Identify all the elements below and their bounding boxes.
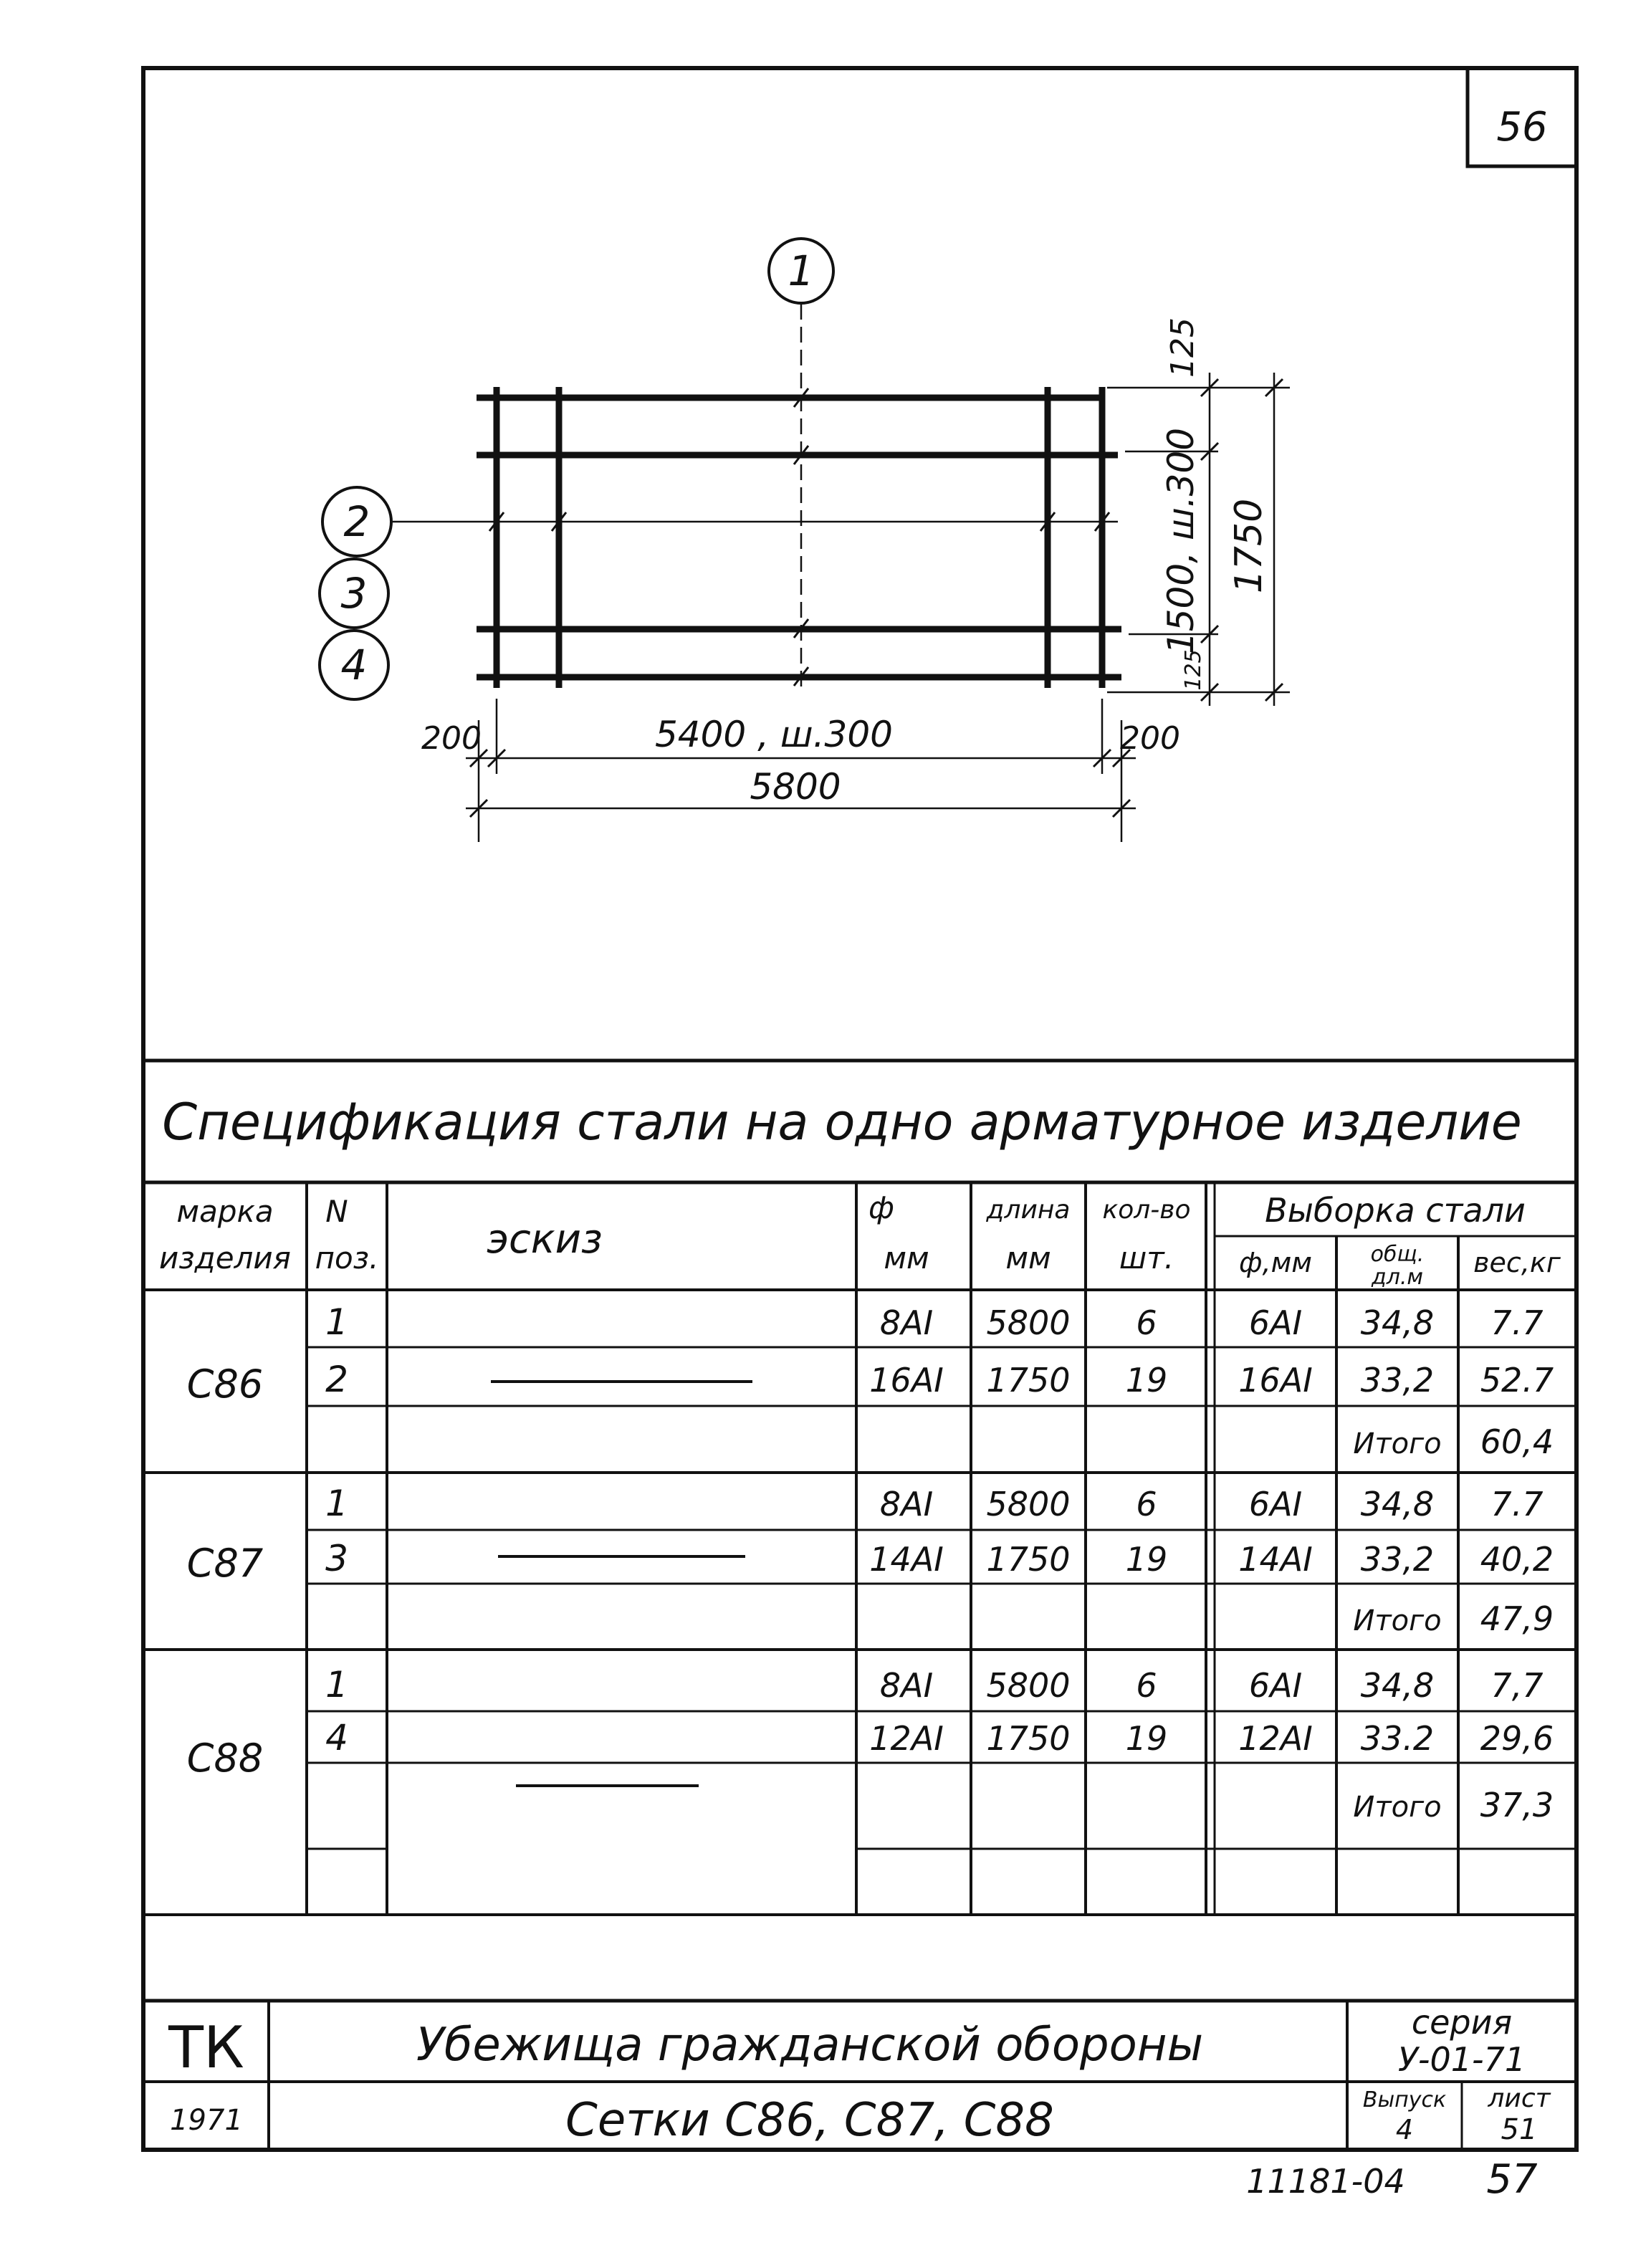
sheet-label: лист — [1488, 2084, 1551, 2113]
header-mark: марка — [176, 1194, 274, 1229]
group-mark: С88 — [186, 1736, 264, 1781]
row-weight: 29,6 — [1480, 1719, 1554, 1758]
row-weight: 52.7 — [1480, 1361, 1554, 1399]
row-pos: 1 — [325, 1301, 348, 1343]
row-total-len: 34,8 — [1360, 1303, 1435, 1342]
row-total-len: 33,2 — [1360, 1540, 1435, 1579]
page-number: 57 — [1486, 2156, 1538, 2203]
header-sel-total-2: дл.м — [1371, 1265, 1424, 1290]
archive-number: 11181-04 — [1246, 2162, 1405, 2201]
document-title: Убежища гражданской обороны — [416, 2019, 1204, 2072]
row-pos: 2 — [325, 1359, 348, 1400]
series-label: серия — [1411, 2003, 1513, 2042]
row-pos: 3 — [325, 1538, 348, 1579]
row-length: 1750 — [986, 1540, 1071, 1579]
total-label: Итого — [1353, 1604, 1442, 1637]
position-label-2: 2 — [343, 497, 370, 546]
total-label: Итого — [1353, 1427, 1442, 1460]
issue-value: 4 — [1395, 2114, 1414, 2145]
group-total: 37,3 — [1480, 1786, 1554, 1824]
spec-table — [143, 1061, 1576, 1915]
row-sel-diam: 6АI — [1248, 1666, 1303, 1705]
tick-marks — [489, 388, 1109, 686]
dim-mid-label: 1500, ш.300 — [1160, 427, 1202, 655]
row-count: 19 — [1125, 1361, 1168, 1399]
title-block — [143, 2001, 1576, 2150]
series-value: У-01-71 — [1397, 2040, 1526, 2079]
header-pos-2: поз. — [315, 1240, 379, 1276]
document-subtitle: Сетки С86, С87, С88 — [565, 2094, 1054, 2147]
row-diam: 8АI — [879, 1303, 934, 1342]
dim-bottom-label: 125 — [1181, 649, 1206, 691]
dim-total-height-label: 1750 — [1228, 498, 1270, 594]
row-weight: 40,2 — [1480, 1540, 1554, 1579]
mesh-drawing — [320, 239, 1290, 842]
header-diam-2: мм — [884, 1240, 929, 1276]
row-pos: 4 — [325, 1717, 348, 1759]
header-pos: N — [325, 1194, 348, 1229]
row-sel-diam: 6АI — [1248, 1485, 1303, 1523]
row-weight: 7.7 — [1490, 1303, 1544, 1342]
row-weight: 7,7 — [1490, 1666, 1544, 1705]
row-diam: 8АI — [879, 1485, 934, 1523]
row-diam: 8АI — [879, 1666, 934, 1705]
row-sel-diam: 12АI — [1238, 1719, 1313, 1758]
row-total-len: 34,8 — [1360, 1485, 1435, 1523]
header-sketch: эскиз — [487, 1216, 603, 1263]
issue-label: Выпуск — [1362, 2087, 1447, 2113]
position-label-1: 1 — [788, 247, 815, 295]
row-total-len: 33.2 — [1360, 1719, 1435, 1758]
position-label-4: 4 — [340, 641, 368, 689]
dim-span-label: 5400 , ш.300 — [654, 714, 894, 755]
header-length-2: мм — [1005, 1240, 1051, 1276]
row-diam: 14АI — [869, 1540, 944, 1579]
row-total-len: 34,8 — [1360, 1666, 1435, 1705]
row-count: 19 — [1125, 1540, 1168, 1579]
row-length: 5800 — [986, 1485, 1071, 1523]
header-count: кол-во — [1102, 1195, 1191, 1225]
dim-right-label: 200 — [1120, 720, 1180, 757]
row-weight: 7.7 — [1490, 1485, 1544, 1523]
sheet-number: 56 — [1496, 104, 1548, 150]
year-label: 1971 — [170, 2104, 243, 2137]
group-total: 47,9 — [1480, 1599, 1554, 1638]
row-length: 1750 — [986, 1719, 1071, 1758]
header-sel-total: общ. — [1370, 1242, 1425, 1267]
row-diam: 16АI — [869, 1361, 944, 1399]
row-sel-diam: 16АI — [1238, 1361, 1313, 1399]
row-count: 6 — [1136, 1485, 1157, 1523]
total-label: Итого — [1353, 1791, 1442, 1824]
header-count-2: шт. — [1119, 1240, 1174, 1276]
header-selection: Выборка стали — [1265, 1191, 1526, 1230]
group-mark: С86 — [186, 1362, 264, 1407]
row-length: 5800 — [986, 1666, 1071, 1705]
row-length: 5800 — [986, 1303, 1071, 1342]
header-diam: ф — [868, 1190, 894, 1225]
row-count: 19 — [1125, 1719, 1168, 1758]
row-sel-diam: 14АI — [1238, 1540, 1313, 1579]
row-count: 6 — [1136, 1303, 1157, 1342]
header-sel-weight: вес,кг — [1473, 1247, 1561, 1278]
header-length: длина — [986, 1195, 1071, 1225]
dim-top-label: 125 — [1164, 317, 1201, 378]
group-mark: С87 — [186, 1541, 264, 1586]
spec-title: Спецификация стали на одно арматурное изделие — [162, 1093, 1522, 1152]
header-sel-diam: ф,мм — [1239, 1247, 1312, 1278]
row-pos: 1 — [325, 1483, 348, 1524]
org-label: ТК — [168, 2014, 244, 2081]
row-sel-diam: 6АI — [1248, 1303, 1303, 1342]
dim-left-label: 200 — [421, 720, 482, 757]
header-mark-2: изделия — [159, 1240, 291, 1276]
row-diam: 12АI — [869, 1719, 944, 1758]
row-length: 1750 — [986, 1361, 1071, 1399]
row-total-len: 33,2 — [1360, 1361, 1435, 1399]
row-count: 6 — [1136, 1666, 1157, 1705]
position-label-3: 3 — [340, 569, 368, 618]
sheet-value: 51 — [1501, 2113, 1538, 2146]
dim-total-width-label: 5800 — [750, 766, 841, 808]
group-total: 60,4 — [1480, 1422, 1554, 1461]
row-pos: 1 — [325, 1664, 348, 1705]
